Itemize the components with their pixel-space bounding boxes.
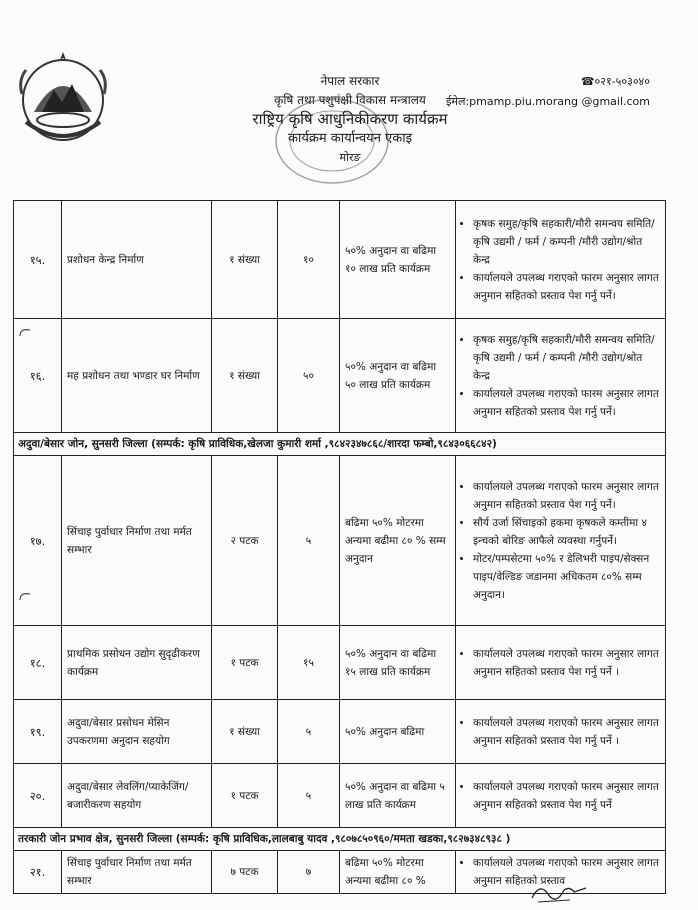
zone-heading-row — [14, 433, 666, 456]
email-address: ईमेल:pmamp.piu.morang @gmail.com — [446, 95, 650, 108]
table-row — [14, 626, 666, 700]
requirements — [456, 201, 666, 319]
requirement-item: • सौर्य उर्जा सिंचाइको हकमा कृषकले कम्तीमा ४ इन्चको बोरिङ आफैले व्यवस्था गर्नुपर्ने। — [473, 514, 660, 550]
quantity: १ पटक — [212, 764, 278, 828]
subsidy: ५०% अनुदान वा बढिमा १० लाख प्रति कार्यक्रम — [340, 201, 456, 319]
program-name: प्रशोधन केन्द्र निर्माण — [62, 201, 212, 319]
requirements — [456, 626, 666, 700]
quantity: १ संख्या — [212, 700, 278, 764]
requirement-item: • कार्यालयले उपलब्ध गराएको फारम अनुसार लागत अनुमान सहितको प्रस्ताव पेश गर्नु पर्ने — [473, 778, 660, 814]
program-name: अदुवा/बेसार प्रसोधन मेसिन उपकरणमा अनुदान सहयोग — [62, 700, 212, 764]
requirements — [456, 764, 666, 828]
subsidy: ५०% अनुदान बढिमा — [340, 700, 456, 764]
quantity: १ संख्या — [212, 201, 278, 319]
quantity: १ पटक — [212, 626, 278, 700]
quantity: २ पटक — [212, 456, 278, 626]
serial-number: १५. — [14, 201, 62, 319]
quantity: १ संख्या — [212, 319, 278, 433]
subsidy: ५०% अनुदान वा बढिमा ५० लाख प्रति कार्यक्रम — [340, 319, 456, 433]
budget: ७ — [278, 851, 340, 894]
header-line-2: कृषि तथा पशुपंक्षी विकास मन्त्रालय — [274, 93, 426, 107]
requirement-item: • कार्यालयले उपलब्ध गराएको फारम अनुसार लागत अनुमान सहितको प्रस्ताव पेश गर्नु पर्ने। — [473, 478, 660, 514]
table-row — [14, 764, 666, 828]
subsidy: ५०% अनुदान वा बढिमा ५ लाख प्रति कार्यक्रम — [340, 764, 456, 828]
subsidy: बढिमा ५०% मोटरमा अन्यमा बढीमा ८० % सम्म अनुदान — [340, 456, 456, 626]
requirement-item: • कार्यालयले उपलब्ध गराएको फारम अनुसार लागत अनुमान सहितको प्रस्ताव पेश गर्नु पर्ने । — [473, 714, 660, 750]
header-line-5: मोरङ — [339, 151, 361, 164]
serial-number: २१. — [14, 851, 62, 894]
table-row — [14, 201, 666, 319]
requirements — [456, 456, 666, 626]
serial-number: १८. — [14, 626, 62, 700]
budget: ५ — [278, 764, 340, 828]
quantity: ७ पटक — [212, 851, 278, 894]
serial-number: १६. — [14, 319, 62, 433]
table-row — [14, 700, 666, 764]
requirement-item: • कृषक समुह/कृषि सहकारी/मौरी समन्वय समिति/ कृषि उद्यमी / फर्म / कम्पनी /मौरी उद्योग/श्रोत केन्द्र — [473, 331, 660, 385]
program-name: सिंचाइ पुर्वाधार निर्माण तथा मर्मत सम्भार — [62, 851, 212, 894]
header-line-4: कार्यक्रम कार्यान्वयन एकाइ — [288, 131, 412, 146]
serial-number: १७. — [14, 456, 62, 626]
requirement-item: • कार्यालयले उपलब्ध गराएको फारम अनुसार लागत अनुमान सहितको प्रस्ताव पेश गर्नु पर्ने । — [473, 645, 660, 681]
office-stamp-icon — [272, 95, 392, 187]
requirements — [456, 319, 666, 433]
requirement-item: • मोटर/पम्पसेटमा ५०% र डेलिभरी पाइप/सेक्सन पाइप/वेल्डिङ जडानमा अधिकतम ८०% सम्म अनुदान। — [473, 550, 660, 604]
table-row — [14, 319, 666, 433]
phone-number: ☎०२१-५०३०४० — [580, 75, 650, 88]
budget: १५ — [278, 626, 340, 700]
serial-number: १९. — [14, 700, 62, 764]
budget: १० — [278, 201, 340, 319]
requirements — [456, 700, 666, 764]
zone-heading-row — [14, 828, 666, 851]
header-line-3: राष्ट्रिय कृषि आधुनिकीकरण कार्यक्रम — [252, 110, 448, 128]
program-name: अदुवा/बेसार लेवलिंग/प्याकेजिंग/बजारीकरण सहयोग — [62, 764, 212, 828]
zone-heading: तरकारी जोन प्रभाव क्षेत्र, सुनसरी जिल्ला (सम्पर्क: कृषि प्राविधिक,लालबाबु यादव ,९८०७८५०९६०/ममता खडका,९८२७३४८९३८ ) — [14, 828, 666, 851]
table-row — [14, 456, 666, 626]
signature-icon — [530, 878, 590, 904]
program-name: सिंचाइ पुर्वाधार निर्माण तथा मर्मत सम्भार — [62, 456, 212, 626]
header-line-1: नेपाल सरकार — [320, 74, 380, 88]
requirement-item: • कृषक समुह/कृषि सहकारी/मौरी समन्वय समिति/ कृषि उद्यमी / फर्म / कम्पनी /मौरी उद्योग/श्रोत केन्द्र — [473, 215, 660, 269]
subsidy: ५०% अनुदान वा बढिमा १५ लाख प्रति कार्यक्रम — [340, 626, 456, 700]
serial-number: २०. — [14, 764, 62, 828]
budget: ५ — [278, 456, 340, 626]
requirement-item: • कार्यालयले उपलब्ध गराएको फारम अनुसार लागत अनुमान सहितको प्रस्ताव — [473, 854, 660, 890]
budget: ५ — [278, 700, 340, 764]
nepal-emblem-icon — [12, 50, 114, 146]
program-table — [13, 200, 666, 894]
requirement-item: • कार्यालयले उपलब्ध गराएको फारम अनुसार लागत अनुमान सहितको प्रस्ताव पेश गर्नु पर्ने। — [473, 385, 660, 421]
contact-info — [446, 72, 650, 112]
budget: ५० — [278, 319, 340, 433]
program-name: मह प्रशोधन तथा भण्डार घर निर्माण — [62, 319, 212, 433]
zone-heading: अदुवा/बेसार जोन, सुनसरी जिल्ला (सम्पर्क: कृषि प्राविधिक,खेलजा कुमारी शर्मा ,९८४२३४७८६८/शारदा फम्बो,९८४३०६६८४२) — [14, 433, 666, 456]
program-name: प्राथमिक प्रसोधन उद्योग सुदृढीकरण कार्यक्रम — [62, 626, 212, 700]
requirement-item: • कार्यालयले उपलब्ध गराएको फारम अनुसार लागत अनुमान सहितको प्रस्ताव पेश गर्नु पर्ने। — [473, 269, 660, 305]
subsidy: बढिमा ५०% मोटरमा अन्यमा बढीमा ८० % — [340, 851, 456, 894]
